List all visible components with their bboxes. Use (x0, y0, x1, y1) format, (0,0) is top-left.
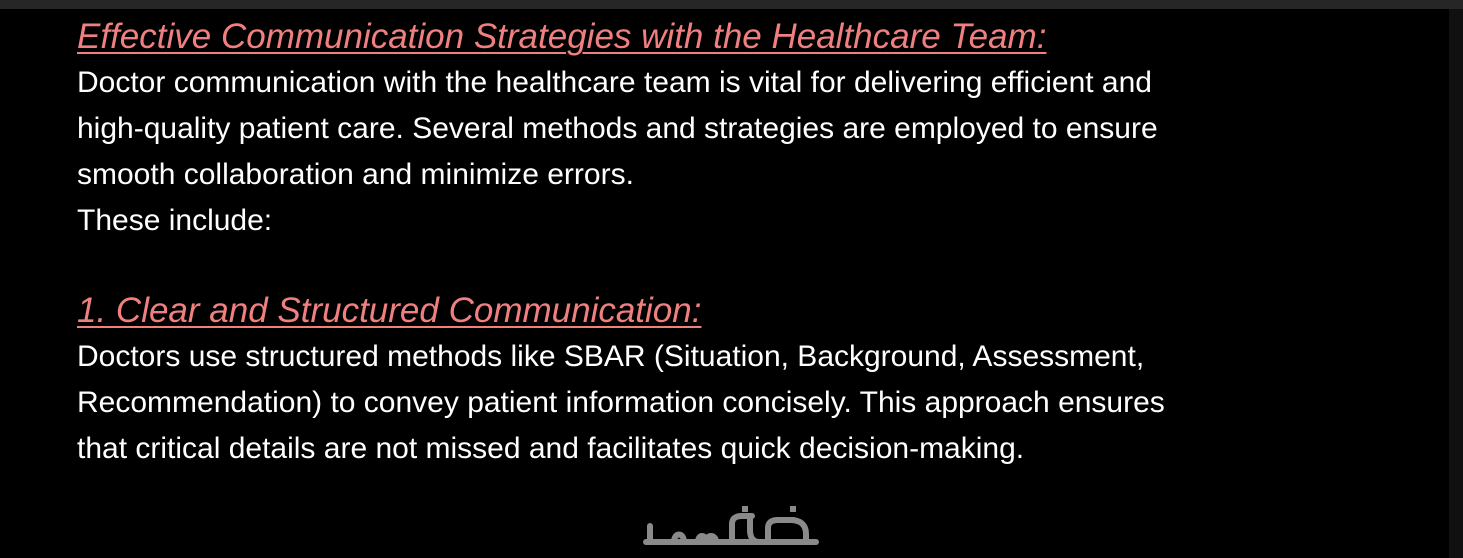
paragraph-line: These include: (77, 204, 273, 237)
section-heading-effective-communication: Effective Communication Strategies with the Healthcare Team: (77, 17, 1047, 56)
right-edge (1449, 9, 1463, 558)
section-heading-clear-structured: 1. Clear and Structured Communication: (77, 291, 702, 330)
paragraph-line: high-quality patient care. Several methods and strategies are employed to ensure (77, 112, 1158, 145)
paragraph-line: Doctors use structured methods like SBAR (Situation, Background, Assessment, (77, 340, 1145, 373)
top-bar (0, 0, 1463, 9)
paragraph-line: smooth collaboration and minimize errors. (77, 158, 634, 191)
paragraph-line: Recommendation) to convey patient information concisely. This approach ensures (77, 386, 1165, 419)
paragraph-line: that critical details are not missed and facilitates quick decision-making. (77, 432, 1025, 465)
paragraph-line: Doctor communication with the healthcare team is vital for delivering efficient and (77, 66, 1152, 99)
document-content (77, 14, 1417, 472)
spacer (77, 244, 1417, 290)
khamsat-logo-icon (640, 506, 822, 550)
